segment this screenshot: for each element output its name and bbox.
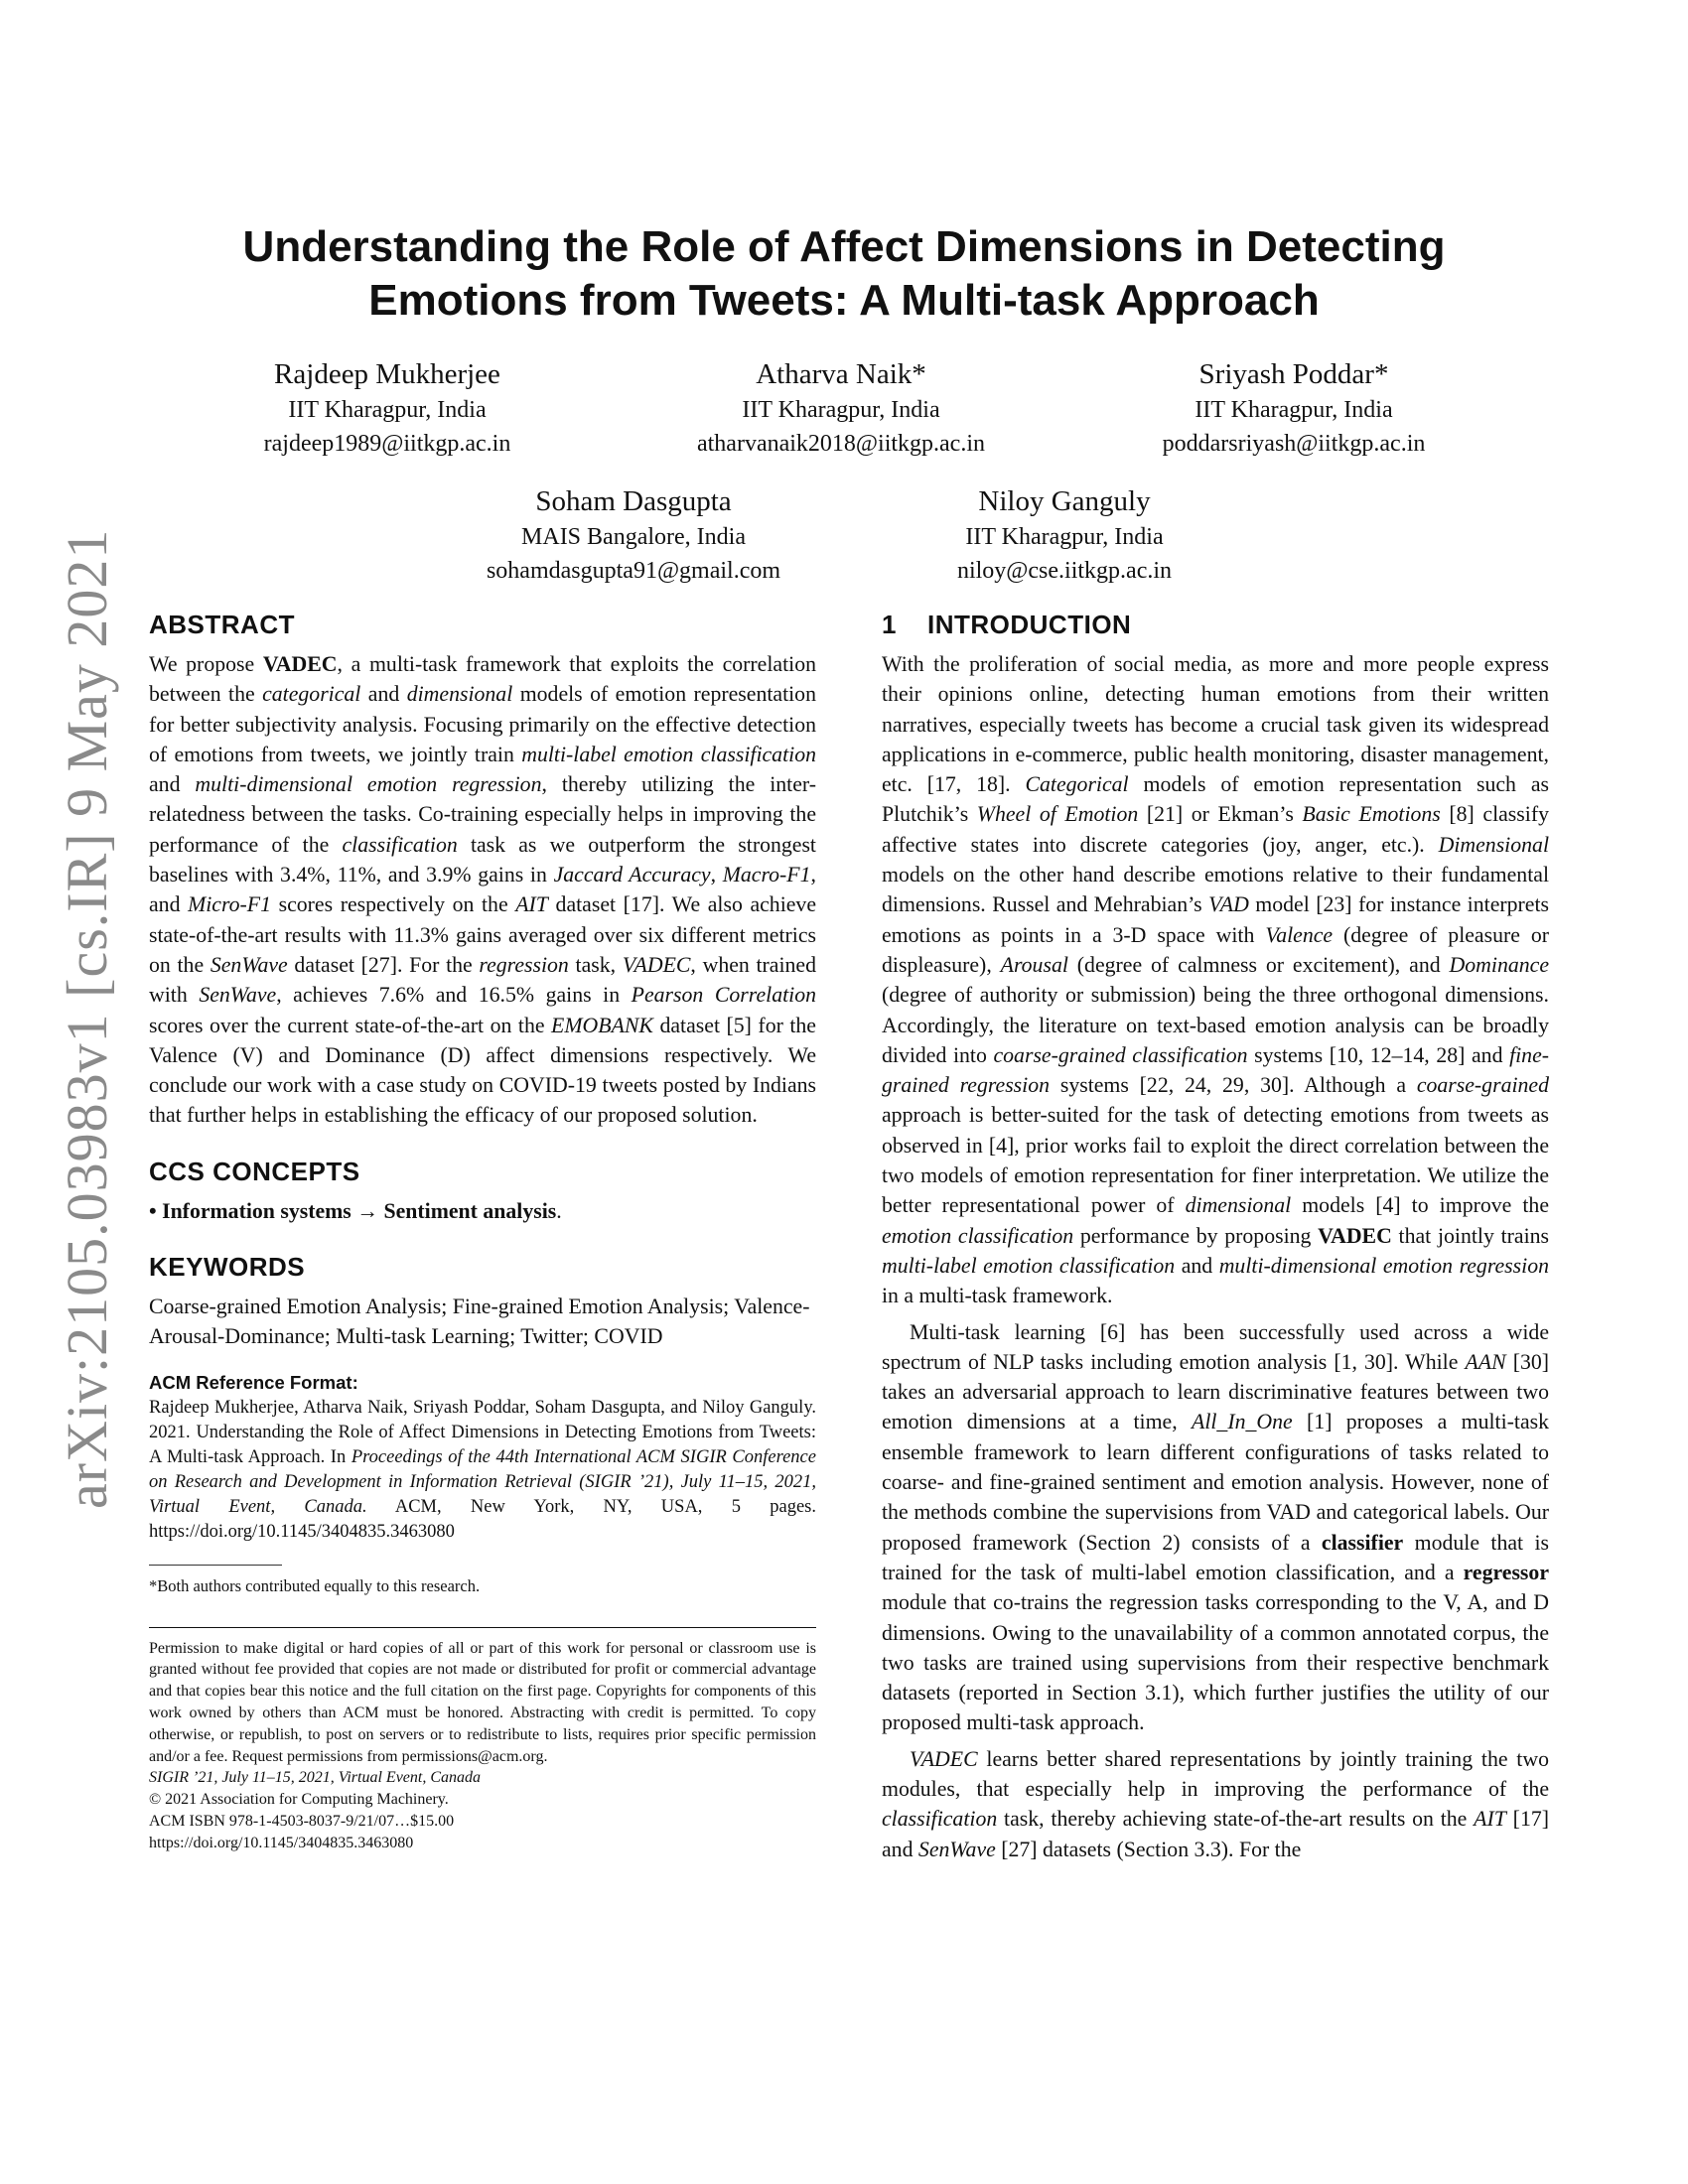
- permission-notice: Permission to make digital or hard copies of all or part of this work for personal or classroom use is granted without fee provided that copies are not made or distributed for profit or commercial advantage and that copies bear this notice and the full citation on the first page. Copyrights for components of this work owned by others than ACM must be honored. Abstracting with credit is permitted. To copy otherwise, or republish, to post on servers or to redistribute to lists, requires prior specific permission and/or a fee. Request permissions from permissions@acm.org.: [149, 1639, 816, 1765]
- author-affiliation: MAIS Bangalore, India: [521, 524, 746, 550]
- right-column: [882, 608, 1549, 1864]
- author-name: Rajdeep Mukherjee: [274, 358, 500, 390]
- isbn-line: ACM ISBN 978-1-4503-8037-9/21/07…$15.00: [149, 1813, 455, 1831]
- acm-reference-text: Rajdeep Mukherjee, Atharva Naik, Sriyash Poddar, Soham Dasgupta, and Niloy Ganguly. 2021. Understanding the Role of Affect Dimensions in Detecting Emotions from Tweets: A Multi-task Approach. In Proceedings of the 44th International ACM SIGIR Conference on Research and Development in Information Retrieval (SIGIR ’21), July 11–15, 2021, Virtual Event, Canada. ACM, New York, NY, USA, 5 pages. https://doi.org/10.1145/3404835.3463080: [149, 1397, 817, 1542]
- intro-paragraph-1: With the proliferation of social media, as more and more people express their opinions online, detecting human emotions from their written narratives, especially tweets has become a crucial task given its widespread applications in e-commerce, public health monitoring, disaster management, etc. [17, 18]. Categorical models of emotion representation such as Plutchik’s Wheel of Emotion [21] or Ekman’s Basic Emotions [8] classify affective states into discrete categories (joy, anger, etc.). Dimensional models on the other hand describe emotions relative to their fundamental dimensions. Russel and Mehrabian’s VAD model [23] for instance interprets emotions as points in a 3-D space with Valence (degree of pleasure or displeasure), Arousal (degree of calmness or excitement), and Dominance (degree of authority or submission) being the three orthogonal dimensions. Accordingly, the literature on text-based emotion analysis can be broadly divided into coarse-grained classification systems [10, 12–14, 28] and fine-grained regression systems [22, 24, 29, 30]. Although a coarse-grained approach is better-suited for the task of detecting emotions from tweets as observed in [4], prior works fail to exploit the direct correlation between the two models of emotion representation for finer interpretation. We utilize the better representational power of dimensional models [4] to improve the emotion classification performance by proposing VADEC that jointly trains multi-label emotion classification and multi-dimensional emotion regression in a multi-task framework.: [882, 652, 1550, 1308]
- keywords-text: Coarse-grained Emotion Analysis; Fine-grained Emotion Analysis; Valence-Arousal-Dominance; Multi-task Learning; Twitter; COVID: [149, 1295, 810, 1349]
- doi-line: https://doi.org/10.1145/3404835.3463080: [149, 1834, 414, 1851]
- author-email: poddarsriyash@iitkgp.ac.in: [1162, 431, 1426, 457]
- keywords-heading: KEYWORDS: [149, 1252, 306, 1283]
- author-email: atharvanaik2018@iitkgp.ac.in: [696, 431, 985, 457]
- author-affiliation: IIT Kharagpur, India: [742, 397, 940, 423]
- author-block-3: [1085, 355, 1502, 461]
- author-name: Niloy Ganguly: [978, 485, 1151, 517]
- author-block-1: [179, 355, 596, 461]
- author-email: niloy@cse.iitkgp.ac.in: [956, 558, 1173, 584]
- left-column: [149, 608, 816, 1854]
- acm-reference-heading: ACM Reference Format:: [149, 1371, 358, 1393]
- author-name: Atharva Naik*: [756, 358, 926, 390]
- author-block-4: [425, 482, 842, 588]
- author-email: sohamdasgupta91@gmail.com: [486, 558, 781, 584]
- title-line-1: Understanding the Role of Affect Dimensions in Detecting: [242, 222, 1446, 271]
- author-email: rajdeep1989@iitkgp.ac.in: [263, 431, 511, 457]
- intro-paragraph-3: VADEC learns better shared representations by jointly training the two modules, that especially help in improving the performance of the classification task, thereby achieving state-of-the-art results on the AIT [17] and SenWave [27] datasets (Section 3.3). For the: [882, 1746, 1549, 1861]
- conference-line: SIGIR ’21, July 11–15, 2021, Virtual Event, Canada: [149, 1769, 482, 1787]
- copyright-line: © 2021 Association for Computing Machinery.: [149, 1791, 449, 1809]
- author-name: Soham Dasgupta: [535, 485, 732, 517]
- footnote-rule: [149, 1565, 282, 1566]
- author-affiliation: IIT Kharagpur, India: [288, 397, 487, 423]
- author-block-5: [856, 482, 1273, 588]
- abstract-heading: ABSTRACT: [149, 610, 295, 639]
- paper-title: [149, 220, 1539, 328]
- footnote: *Both authors contributed equally to this research.: [149, 1575, 481, 1595]
- ccs-heading: CCS CONCEPTS: [149, 1156, 360, 1186]
- ccs-concepts: • Information systems → Sentiment analysis.: [149, 1198, 562, 1223]
- arxiv-stamp: arXiv:2105.03983v1 [cs.IR] 9 May 2021: [55, 528, 119, 1509]
- abstract-text: We propose VADEC, a multi-task framework that exploits the correlation between the categorical and dimensional models of emotion representation for better subjectivity analysis. Focusing primarily on the effective detection of emotions from tweets, we jointly train multi-label emotion classification and multi-dimensional emotion regression, thereby utilizing the inter-relatedness between the tasks. Co-training especially helps in improving the performance of the classification task as we outperform the strongest baselines with 3.4%, 11%, and 3.9% gains in Jaccard Accuracy, Macro-F1, and Micro-F1 scores respectively on the AIT dataset [17]. We also achieve state-of-the-art results with 11.3% gains averaged over six different metrics on the SenWave dataset [27]. For the regression task, VADEC, when trained with SenWave, achieves 7.6% and 16.5% gains in Pearson Correlation scores over the current state-of-the-art on the EMOBANK dataset [5] for the Valence (V) and Dominance (D) affect dimensions respectively. We conclude our work with a case study on COVID-19 tweets posted by Indians that further helps in establishing the efficacy of our proposed solution.: [149, 652, 817, 1128]
- title-line-2: Emotions from Tweets: A Multi-task Approach: [368, 276, 1320, 325]
- author-name: Sriyash Poddar*: [1198, 358, 1389, 390]
- introduction-heading: 1 INTRODUCTION: [882, 610, 1132, 639]
- author-affiliation: IIT Kharagpur, India: [965, 524, 1164, 550]
- author-block-2: [633, 355, 1050, 461]
- author-affiliation: IIT Kharagpur, India: [1195, 397, 1393, 423]
- permission-rule: [149, 1627, 816, 1628]
- intro-paragraph-2: Multi-task learning [6] has been successfully used across a wide spectrum of NLP tasks including emotion analysis [1, 30]. While AAN [30] takes an adversarial approach to learn discriminative features between two emotion dimensions at a time, All_In_One [1] proposes a multi-task ensemble framework to learn different configurations of tasks related to coarse- and fine-grained sentiment and emotion analysis. However, none of the methods combine the supervisions from VAD and categorical labels. Our proposed framework (Section 2) consists of a classifier module that is trained for the task of multi-label emotion classification, and a regressor module that co-trains the regression tasks corresponding to the V, A, and D dimensions. Owing to the unavailability of a common annotated corpus, the two tasks are trained using supervisions from their respective benchmark datasets (reported in Section 3.1), which further justifies the utility of our proposed multi-task approach.: [882, 1319, 1550, 1735]
